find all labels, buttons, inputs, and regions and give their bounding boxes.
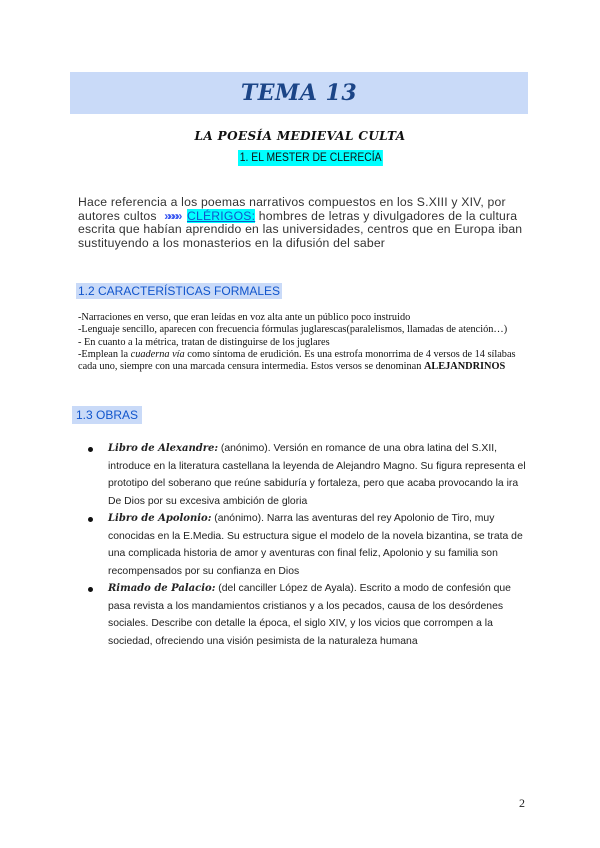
- characteristic-line: - En cuanto a la métrica, tratan de distinguirse de los juglares: [78, 336, 330, 348]
- work-description: (del canciller López de Ayala). Escrito a modo de confesión que pasa revista a los mandamientos cristianos y a los pecados, causa de los desórdenes sociales. Describe con detalle la época, el siglo XIV, y los vicios que corrompen a la sociedad, ofreciendo una visión pesimista de la naturaleza humana: [108, 583, 511, 647]
- bullet-icon: [88, 447, 93, 452]
- page-title: TEMA 13: [240, 80, 358, 106]
- bullet-icon: [88, 587, 93, 592]
- intro-text-after: hombres de letras y divulgadores de la cultura escrita que habían aprendido en las universidades, centros que en Europa iban sustituyendo a los monasterios en la difusión del saber: [78, 208, 523, 250]
- line4-after: como síntoma de erudición. Es una estrofa monorrima de 4 versos de 14 sílabas cada uno, siempre con una marcada censura intermedia. Estos versos se denominan: [78, 348, 516, 373]
- list-item: [88, 440, 528, 510]
- work-title: Rimado de Palacio:: [108, 583, 216, 594]
- title-banner: [70, 72, 528, 114]
- intro-text-before: Hace referencia a los poemas narrativos compuestos en los S.XIII y XIV, por autores cultos: [78, 195, 506, 223]
- work-title: Libro de Apolonio:: [108, 513, 212, 524]
- page-number: 2: [519, 796, 525, 810]
- works-list: [88, 440, 528, 650]
- characteristic-line: -Narraciones en verso, que eran leídas en voz alta ante un público poco instruido: [78, 312, 411, 323]
- characteristic-line: -Lenguaje sencillo, aparecen con frecuencia fórmulas juglarescas(paralelismos, llamadas de atención…): [78, 324, 508, 336]
- characteristic-line: [78, 349, 530, 374]
- alejandrinos-term: ALEJANDRINOS: [423, 361, 506, 373]
- clerigos-link[interactable]: CLÉRIGOS:: [187, 208, 256, 223]
- line4-before: -Emplean la: [78, 348, 129, 360]
- bullet-icon: [88, 517, 93, 522]
- section-heading-obras: 1.3 OBRAS: [72, 406, 142, 424]
- work-title: Libro de Alexandre:: [108, 443, 219, 454]
- section-heading-caracteristicas: 1.2 CARACTERÍSTICAS FORMALES: [78, 284, 281, 298]
- intro-paragraph: [78, 196, 524, 250]
- list-item: [88, 510, 528, 580]
- work-description: (anónimo). Narra las aventuras del rey Apolonio de Tiro, muy conocidas en la E.Media. Su estructura sigue el modelo de la novela bizantina, se trata de una complicada historia de amor y aventuras con final feliz, Apolonio y su familia son recompensados por su confianza en Dios: [108, 513, 523, 577]
- list-item: [88, 580, 528, 650]
- characteristics-block: [78, 312, 530, 373]
- arrows-icon: »»»»: [164, 208, 180, 223]
- subtitle: LA POESÍA MEDIEVAL CULTA: [194, 129, 406, 143]
- section-heading-mester: 1. EL MESTER DE CLERECÍA: [239, 152, 382, 164]
- cuaderna-via-term: cuaderna vía: [130, 348, 185, 360]
- work-description: (anónimo). Versión en romance de una obra latina del S.XII, introduce en la literatura castellana la leyenda de Alejandro Magno. Su figura representa el prototipo del soberano que reúne sabiduría y fortaleza, pero que acaba provocando la ira De Dios por su excesiva ambición de gloria: [108, 443, 526, 507]
